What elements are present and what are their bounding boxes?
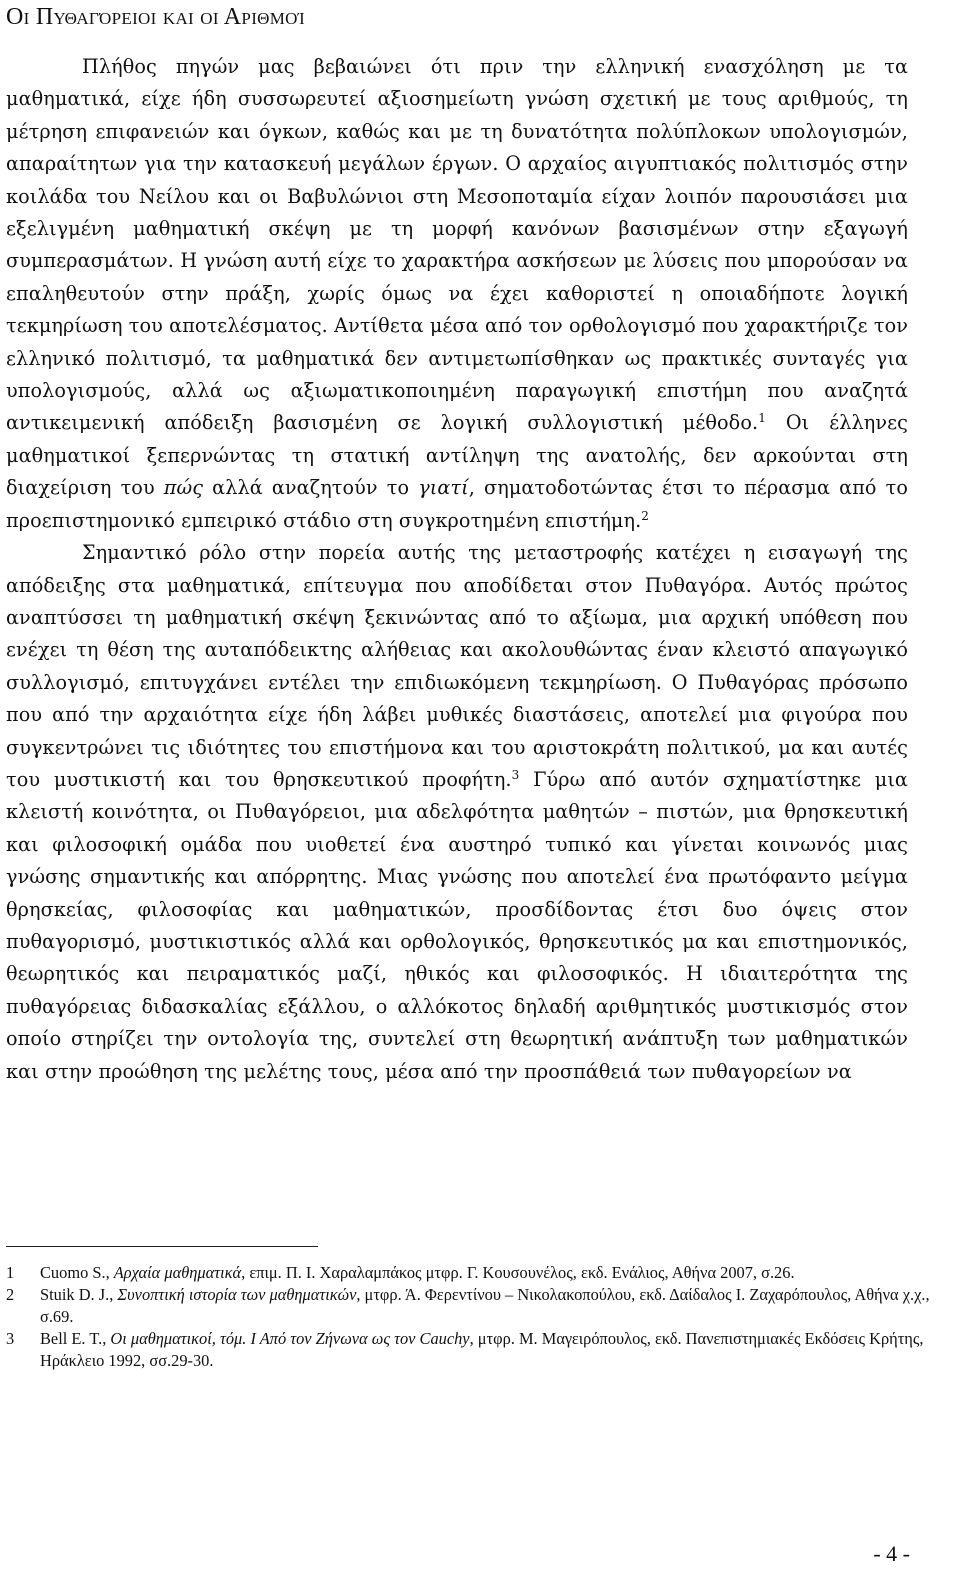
footnote-text	[40, 1285, 930, 1326]
page-title: Οι Πυθαγόρειοι και οι Αριθμοί	[6, 4, 306, 30]
paragraph	[6, 537, 908, 1088]
footnote-text	[40, 1263, 795, 1282]
text-run: Πλήθος πηγών μας βεβαιώνει ότι πριν την ελληνική ενασχόληση με τα μαθηματικά, είχε ήδη συσσωρευτεί αξιοσημείωτη γνώση σχετική με τους αριθμούς, τη μέτρηση επιφανειών και όγκων, καθώς και με τη δυνατότητα πολύπλοκων υπολογισμών, απαραίτητων για την κατασκευή μεγάλων έργων. Ο αρχαίος αιγυπτιακός πολιτισμός στην κοιλάδα του Νείλου και οι Βαβυλώνιοι στη Μεσοποταμία είχαν λοιπόν παρουσιάσει μια εξελιγμένη μαθηματική σκέψη με τη μορφή κανόνων βασισμένων στην εξαγωγή συμπερασμάτων. Η γνώση αυτή είχε το χαρακτήρα ασκήσεων με λύσεις που μπορούσαν να επαληθευτούν στην πράξη, χωρίς όμως να έχει καθοριστεί η οποιαδήποτε λογική τεκμηρίωση του αποτελέσματος. Αντίθετα μέσα από τον ορθολογισμό που χαρακτήριζε τον ελληνικό πολιτισμό, τα μαθηματικά δεν αντιμετωπίσθηκαν ως πρακτικές συνταγές για υπολογισμούς, αλλά ως αξιωματικοποιημένη παραγωγική επιστήμη που αναζητά αντικειμενική απόδειξη βασισμένη σε λογική συλλογιστική μέθοδο.	[6, 55, 908, 435]
text-run: Stuik D. J.,	[40, 1285, 118, 1304]
body-text	[6, 51, 908, 1088]
footnote-number: 1	[6, 1263, 15, 1282]
text-run: Γύρω από αυτόν σχηματίστηκε μια κλειστή κοινότητα, οι Πυθαγόρειοι, μια αδελφότητα μαθητών – πιστών, μια θρησκευτική και φιλοσοφική ομάδα που υιοθετεί ένα αυστηρό τυπικό και γίνεται κοινωνός μιας γνώσης σημαντικής και απόρρητης. Μιας γνώσης που αποτελεί ένα πρωτόφαντο μείγμα θρησκείας, φιλοσοφίας και μαθηματικών, προσδίδοντας έτσι δυο όψεις στον πυθαγορισμό, μυστικιστικός αλλά και ορθολογικός, θρησκευτικός μα και επιστημονικός, θεωρητικός και πειραματικός μαζί, ηθικός και φιλοσοφικός. Η ιδιαιτερότητα της πυθαγόρειας διδασκαλίας εξάλλου, ο αλλόκοτος δηλαδή αριθμητικός μυστικισμός στον οποίο στηρίζει την οντολογία της, συντελεί στη θεωρητική ανάπτυξη των μαθηματικών και στην προώθηση της μελέτης τους, μέσα από την προσπάθειά των πυθαγορείων να	[6, 767, 908, 1083]
text-run: αλλά αναζητούν το	[203, 476, 419, 500]
paragraph	[6, 51, 908, 537]
text-run: , μτφρ. Ά. Φερεντίνου – Νικολακοπούλου, εκδ. Δαίδαλος Ι. Ζαχαρόπουλος, Αθήνα χ.χ., σ.69.	[40, 1285, 930, 1326]
italic-text: γιατί	[418, 476, 469, 500]
footnotes	[6, 1262, 956, 1372]
footnote-number: 3	[6, 1329, 15, 1348]
footnote-text	[40, 1329, 923, 1370]
footnote	[6, 1262, 956, 1284]
text-run: Bell E. T.,	[40, 1329, 111, 1348]
footnote-reference: 3	[511, 767, 520, 782]
text-run: , επιμ. Π. Ι. Χαραλαμπάκος μτφρ. Γ. Κουσουνέλος, εκδ. Ενάλιος, Αθήνα 2007, σ.26.	[241, 1263, 795, 1282]
footnote-number: 2	[6, 1285, 15, 1304]
text-run: , σηματοδοτώντας έτσι το πέρασμα από το προεπιστημονικό εμπειρικό στάδιο στη συγκροτημένη επιστήμη.	[6, 476, 908, 532]
italic-text: Οι μαθηματικοί, τόμ. Ι Από τον Ζήνωνα ως τον Cauchy	[110, 1329, 470, 1348]
text-run: Οι έλληνες μαθηματικοί ξεπερνώντας τη στατική αντίληψη της ανατολής, δεν αρκούνται στη διαχείριση του	[6, 411, 909, 500]
italic-text: Συνοπτική ιστορία των μαθηματικών	[117, 1285, 357, 1304]
footnote	[6, 1284, 956, 1328]
footnote-separator	[6, 1246, 318, 1247]
footnote-reference: 2	[641, 508, 650, 523]
footnote-reference: 1	[758, 411, 766, 426]
text-run: Σημαντικό ρόλο στην πορεία αυτής της μεταστροφής κατέχει η εισαγωγή της απόδειξης στα μαθηματικά, επίτευγμα που αποδίδεται στον Πυθαγόρα. Αυτός πρώτος αναπτύσσει τη μαθηματική σκέψη ξεκινώντας από το αξίωμα, μια αρχική υπόθεση που ενέχει τη θέση της αυταπόδεικτης αλήθειας και ακολουθώντας έναν κλειστό απαγωγικό συλλογισμό, επιτυγχάνει εντέλει την επιδιωκόμενη τεκμηρίωση. Ο Πυθαγόρας πρόσωπο που από την αρχαιότητα είχε ήδη λάβει μυθικές διαστάσεις, αποτελεί μια φιγούρα που συγκεντρώνει τις ιδιότητες του επιστήμονα και του αριστοκράτη πολιτικού, μα και αυτές του μυστικιστή και του θρησκευτικού προφήτη.	[6, 541, 908, 791]
text-run: Cuomo S.,	[40, 1263, 114, 1282]
text-run: , μτφρ. Μ. Μαγειρόπουλος, εκδ. Πανεπιστημιακές Εκδόσεις Κρήτης, Ηράκλειο 1992, σσ.29-30.	[40, 1329, 924, 1370]
footnote	[6, 1328, 956, 1372]
italic-text: πώς	[163, 476, 204, 500]
page-number: - 4 -	[873, 1541, 910, 1566]
italic-text: Αρχαία μαθηματικά	[113, 1263, 242, 1282]
